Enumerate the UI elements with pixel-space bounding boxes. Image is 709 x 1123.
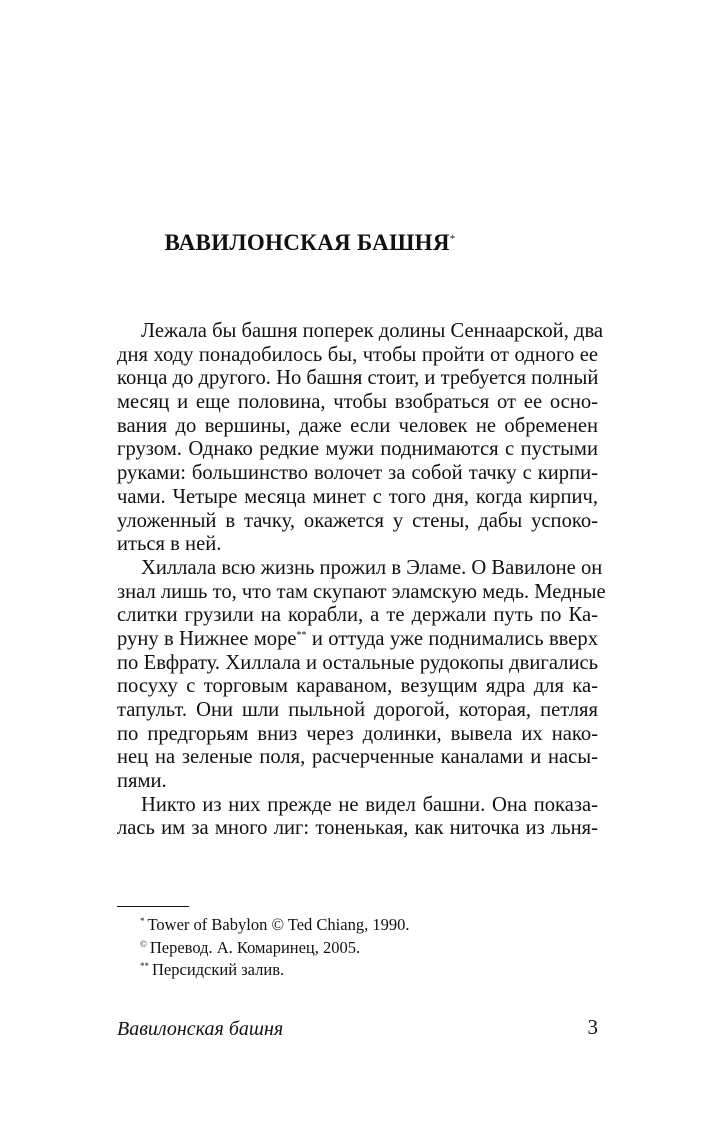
text-line: по Евфрату. Хиллала и остальные рудокопы двигались <box>117 651 598 674</box>
chapter-title <box>0 228 620 258</box>
text-line: Хиллала всю жизнь прожил в Эламе. О Вавилоне он <box>141 556 603 579</box>
text-line: Лежала бы башня поперек долины Сеннаарской, два <box>141 320 604 342</box>
text-line: грузом. Однако редкие мужи поднимаются с пустыми <box>117 438 598 461</box>
text-line: слитки грузили на корабли, а те держали путь по Ка- <box>117 604 598 627</box>
text-line: руками: большинство волочет за собой тачку с кирпи- <box>117 462 598 485</box>
footnote <box>140 914 409 937</box>
footnote-mark: ** <box>296 629 307 641</box>
text-line: месяц и еще половина, чтобы взобраться от ее осно- <box>117 391 598 414</box>
running-title: Вавилонская башня <box>117 1018 284 1040</box>
text-line: пями. <box>117 770 167 793</box>
footnote-text: Перевод. А. Комаринец, 2005. <box>149 937 361 957</box>
text-line: знал лишь то, что там скупают эламскую медь. Медные <box>117 580 606 603</box>
footnote-mark: © <box>140 938 147 949</box>
footnotes <box>140 914 409 982</box>
text-line: нец на зеленые поля, расчерченные каналами и насы- <box>117 746 598 769</box>
text-segment: руну в Нижнее море <box>117 627 297 650</box>
text-line: иться в ней. <box>117 533 222 556</box>
text-line: дня ходу понадобилось бы, чтобы пройти от одного ее <box>117 343 598 366</box>
footnote-mark: ** <box>140 961 149 971</box>
text-line: тапульт. Они шли пыльной дорогой, которая, петляя <box>117 699 598 721</box>
page-number: 3 <box>587 1015 598 1039</box>
footnote-mark: * <box>449 233 456 245</box>
body-text <box>117 320 606 841</box>
footnote-divider <box>117 906 189 907</box>
text-line: вания до вершины, даже если человек не обременен <box>117 414 598 437</box>
text-line: конца до другого. Но башня стоит, и требуется полный <box>117 367 599 390</box>
footnote <box>140 959 409 982</box>
text-line: лась им за много лиг: тоненькая, как ниточка из льня- <box>117 817 598 840</box>
text-segment: и оттуда уже поднимались вверх <box>306 627 599 650</box>
footnote-text: Персидский залив. <box>152 960 285 979</box>
text-line: Никто из них прежде не видел башни. Она показа- <box>141 793 598 816</box>
footnote-text: Tower of Babylon © Ted Chiang, 1990. <box>147 915 410 934</box>
chapter-title-text: ВАВИЛОНСКАЯ БАШНЯ <box>164 230 450 255</box>
text-line: посуху с торговым караваном, везущим ядра для ка- <box>117 675 598 698</box>
text-line: уложенный в тачку, окажется у стены, дабы успоко- <box>117 509 598 532</box>
text-line <box>117 628 598 652</box>
footnote-mark: * <box>140 916 145 926</box>
footnote <box>140 937 409 960</box>
text-line: по предгорьям вниз через долинки, вывела их нако- <box>117 722 598 745</box>
text-line: чами. Четыре месяца минет с того дня, когда кирпич, <box>117 485 598 508</box>
